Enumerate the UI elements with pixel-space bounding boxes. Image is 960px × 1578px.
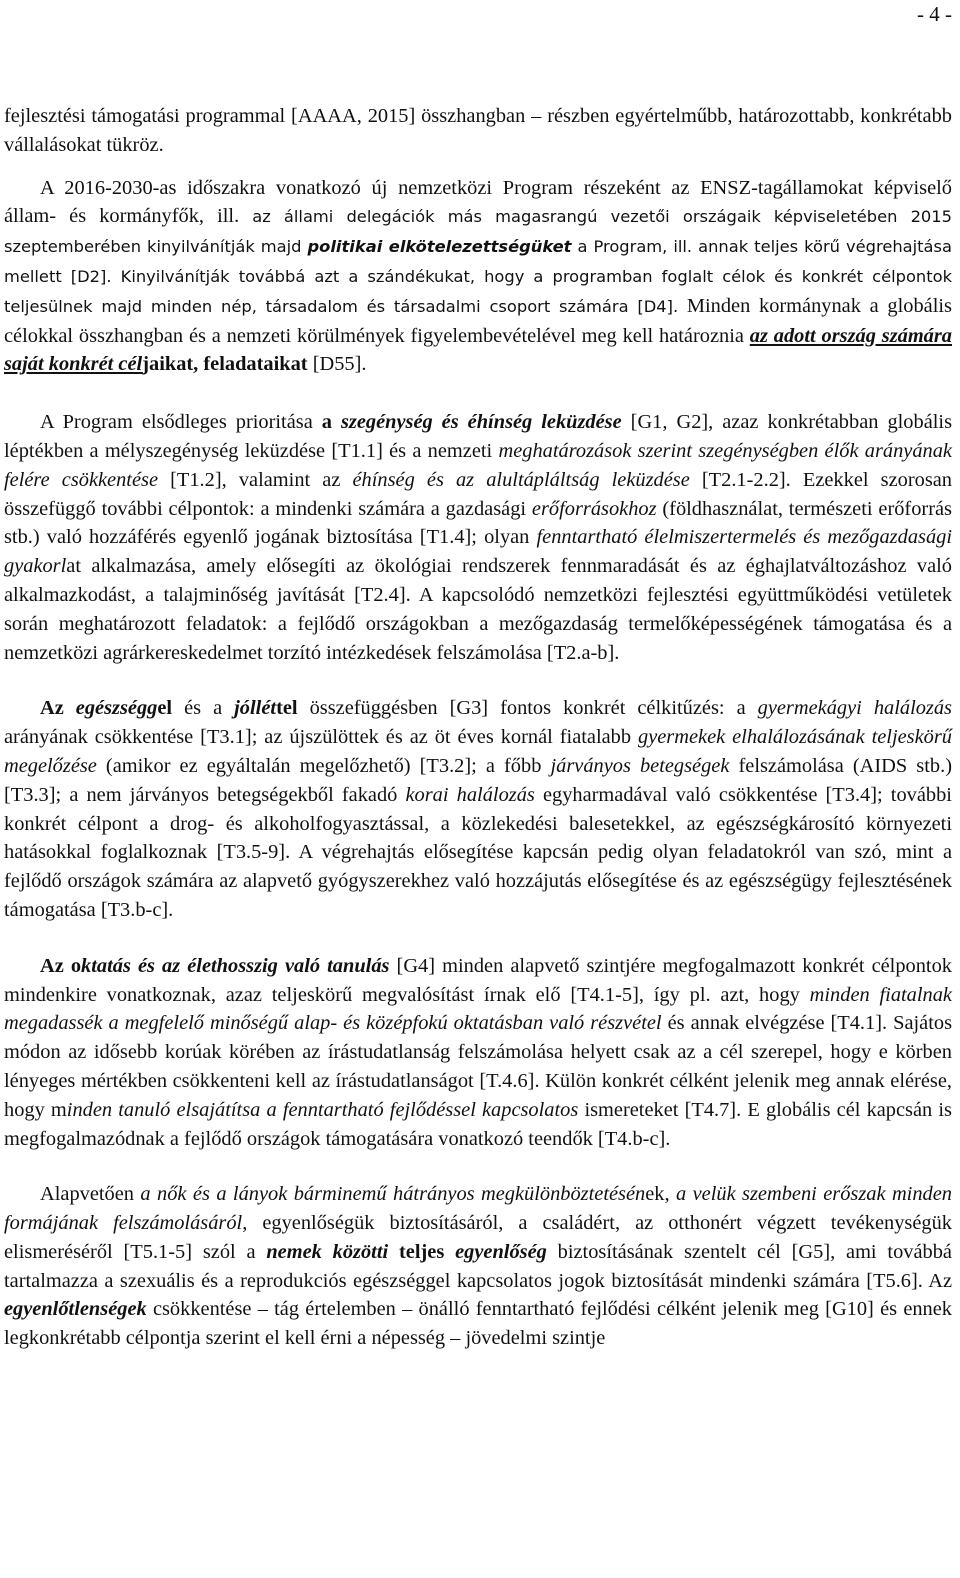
text-run: a nők és a lányok bárminemű hátrányos megkülönböztetésén: [140, 1183, 646, 1206]
text-run: inden tanuló elsajátítsa a fenntartható fejlődéssel kapcsolatos: [66, 1098, 579, 1121]
paragraph-1: [4, 102, 952, 160]
paragraph-3: [4, 408, 952, 667]
text-run: járványos betegségek: [550, 754, 730, 777]
text-run: A Program elsődleges prioritása: [40, 411, 322, 434]
text-run: a: [321, 411, 341, 434]
text-run: fenntartható élelmiszertermelés és mezőgazdasági gyakorl: [4, 526, 953, 578]
text-run: fejlesztési támogatási programmal [AAAA, 2015] összhangban – részben egyértelműbb, határozottabb, konkrétabb vállalásokat tükröz.: [4, 105, 952, 156]
text-run: és a: [172, 697, 235, 720]
text-run: a velük szembeni erőszak minden formájának felszámolásáról: [4, 1183, 952, 1235]
text-run: gyermekek elhalálozásának teljeskörű megelőzése: [4, 726, 952, 777]
paragraph-4: [4, 694, 952, 924]
paragraph-2: [4, 174, 952, 380]
text-run: ek,: [645, 1183, 676, 1206]
text-run: csökkentése – tág értelemben – önálló fenntartható fejlődési célként jelenik meg [G10] és ennek legkonkrétabb célpontja szerint el kell érni a népesség – jövedelmi szintje: [4, 1298, 952, 1350]
text-run: egyenlőtlenségek: [4, 1298, 147, 1321]
text-run: szegénység és éhínség leküzdése: [340, 411, 622, 434]
text-run: a Program, ill. annak teljes körű végrehajtása mellett [D2]. Kinyilvánítják továbbá azt a szándékukat, hogy a programban foglalt célok és konkrét célpontok teljesülnek majd minden nép, társadalom és társadalmi csoport számára [D4].: [4, 237, 952, 316]
text-run: teljes: [398, 1240, 445, 1263]
text-run: at alkalmazása, amely elősegíti az ökológiai rendszerek fennmaradását és az éghajlatváltozáshoz való alkalmazkodást, a talajminőség javítását [T2.4]. A kapcsolódó nemzetközi fejlesztési együttműködési vetületek során meghatározott feladatok: a fejlődő országokban a mezőgazdaság termelőképességének támogatása és a nemzetközi agrárkereskedelmet torzító intézkedések felszámolása [T2.a-b].: [4, 555, 952, 664]
text-run: biztosításának szentelt cél [G5], ami továbbá tartalmazza a szexuális és a reprodukciós egészséggel kapcsolatos jogok biztosítását mindenki számára [T5.6]. Az: [4, 1240, 952, 1292]
text-run: ismereteket [T4.7]. E globális cél kapcsán is megfogalmazódnak a fejlődő országok támogatására vonatkozó teendők [T4.b-c].: [4, 1098, 952, 1150]
text-run: egyharmadával való csökkentése [T3.4]; további konkrét célpont a drog- és alkoholfogyasztással, a közlekedési balesetekkel, az egészségkárosító környezeti hatásokkal foglalkoznak [T3.5-9]. A végrehajtás elősegítése kapcsán pedig olyan feladatokról van szó, mint a fejlődő országok számára az alapvető gyógyszerekhez való hozzájutás elősegítése és az egészségügy fejlesztésének támogatása [T3.b-c].: [4, 783, 952, 921]
text-run: jóllét: [234, 697, 277, 720]
text-run: egészségg: [75, 697, 158, 720]
text-run: [D55].: [307, 353, 367, 376]
text-run: politikai elkötelezettségüket: [307, 237, 572, 257]
text-run: Az: [40, 697, 76, 720]
page-number: - 4 -: [917, 2, 952, 26]
text-run: A 2016-2030-as időszakra vonatkozó új nemzetközi Program részeként az ENSZ-tagállamokat képviselő állam- és kormányfők, ill.: [4, 176, 952, 228]
text-run: és annak elvégzése [T4.1]. Sajátos módon az idősebb korúak körében az írástudatlanság felszámolása helyett csak az a cél szerepel, hogy e körben lényeges mértékben csökkenteni kell az írástudatlanságot [T.4.6]. Külön konkrét célként jelenik meg annak elérése, hogy m: [4, 1012, 953, 1121]
text-run: erőforrásokhoz: [531, 497, 657, 520]
text-run: gyermekágyi halálozás: [757, 697, 952, 720]
text-run: arányának csökkentése [T3.1]; az újszülöttek és az öt éves kornál fiatalabb: [4, 726, 639, 749]
text-run: az állami delegációk más magasrangú vezetői országaik képviseletében 2015 szeptemberében kinyilvánítják majd: [4, 207, 952, 257]
text-run: Minden kormánynak a globális célokkal összhangban és a nemzeti körülmények figyelembevételével meg kell határoznia: [4, 294, 952, 347]
paragraph-5: [4, 952, 952, 1154]
document-body: [4, 102, 952, 1353]
text-run: Alapvetően: [40, 1183, 141, 1206]
text-run: [T2.1-2.2]. Ezekkel szorosan összefüggő további célpontok: a mindenki számára a gazdasági: [4, 468, 952, 520]
text-run: (földhasználat, természeti erőforrás stb.) való hozzáférés egyenlő jogának biztosítása [T1.4]; olyan: [4, 497, 952, 549]
text-run: az adott ország számára saját konkrét cél: [4, 324, 953, 376]
text-run: felszámolása (AIDS stb.) [T3.3]; a nem járványos betegségekből fakadó: [4, 754, 952, 806]
paragraph-6: [4, 1180, 952, 1353]
text-run: (amikor ez egyáltalán megelőzhető) [T3.2]; a főbb: [96, 754, 551, 777]
text-run: korai halálozás: [405, 783, 535, 806]
text-run: [444, 1241, 455, 1263]
text-run: minden fiatalnak megadassék a megfelelő minőségű alap- és középfokú oktatásban való részvétel: [4, 983, 952, 1035]
text-run: [388, 1241, 399, 1263]
text-run: ktatás és az élethosszig való tanulás: [81, 954, 390, 977]
text-run: nemek közötti: [266, 1240, 389, 1263]
text-run: Az o: [40, 954, 82, 977]
text-run: [T1.2], valamint az: [158, 468, 353, 491]
text-run: éhínség és az alultápláltság leküzdése: [352, 468, 690, 491]
text-run: jaikat, feladataikat: [142, 353, 308, 376]
text-run: [G4] minden alapvető szintjére megfogalmazott konkrét célpontok mindenkire vonatkoznak, azaz teljeskörű megvalósítást írnak elő [T4.1-5], így pl. azt, hogy: [4, 954, 952, 1006]
text-run: [G1, G2], azaz konkrétabban globális léptékben a mélyszegénység leküzdése [T1.1] és a nemzeti: [4, 411, 953, 462]
text-run: egyenlőség: [455, 1240, 547, 1263]
text-run: , egyenlőségük biztosításáról, a családért, az otthonért végzett tevékenységük elismeréséről [T5.1-5] szól a: [4, 1212, 952, 1263]
text-run: meghatározások szerint szegénységben élők arányának felére csökkentése: [4, 439, 952, 491]
text-run: összefüggésben [G3] fontos konkrét célkitűzés: a: [297, 697, 758, 720]
text-run: tel: [276, 697, 298, 720]
text-run: el: [157, 697, 173, 720]
